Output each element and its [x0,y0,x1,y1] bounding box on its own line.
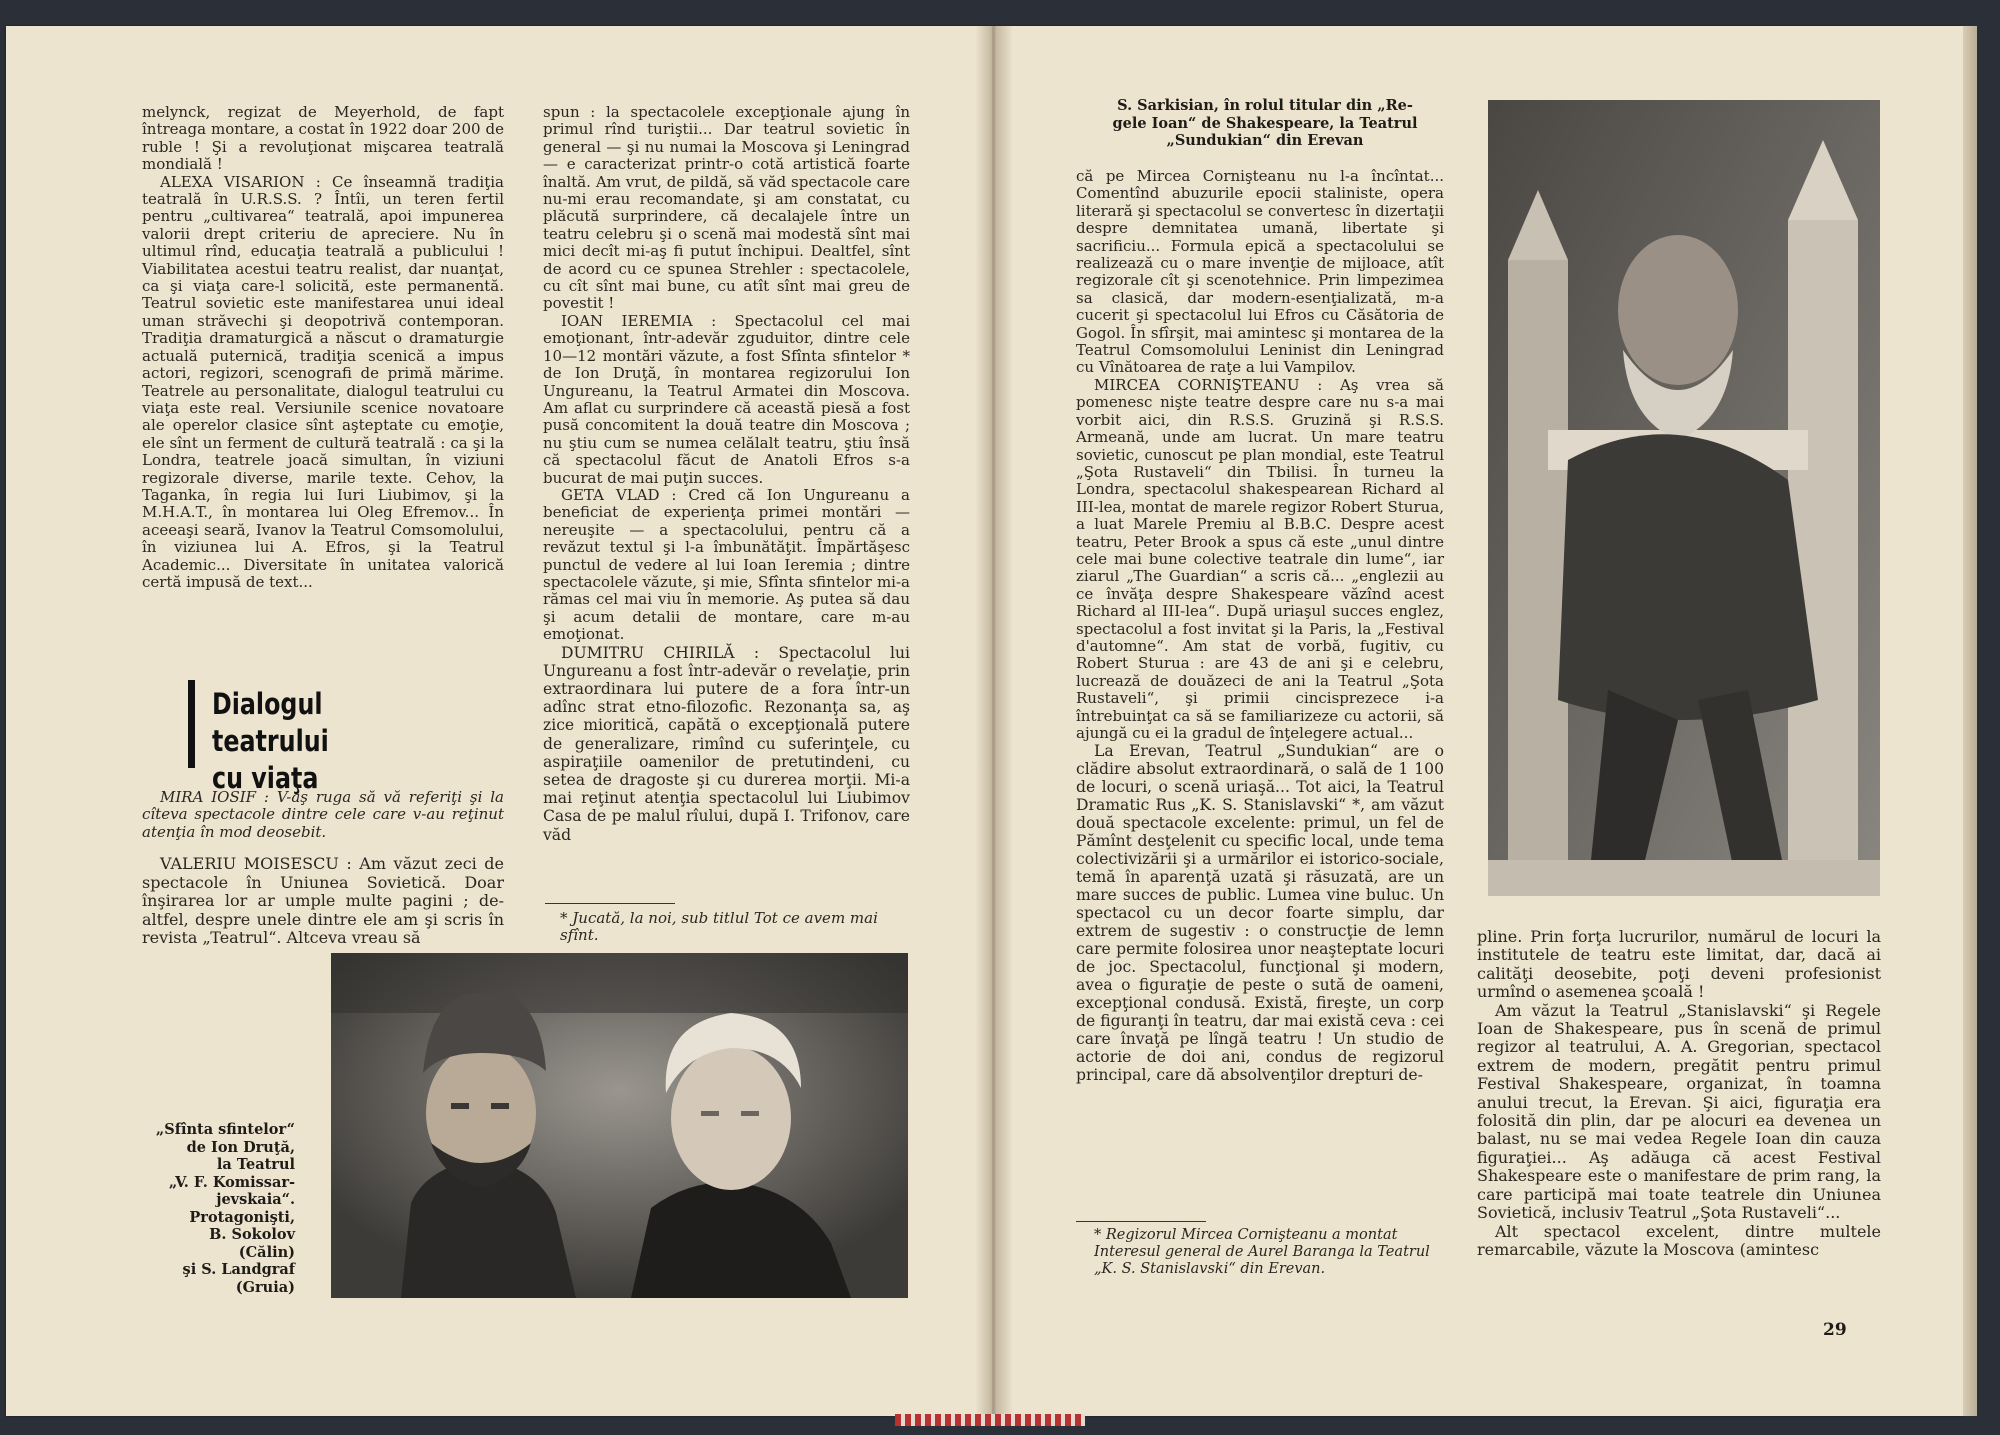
caption-line: (Gruia) [235,1278,295,1296]
left-col2 [543,104,910,844]
paragraph: pline. Prin forţa lucrurilor, numărul de locuri la institutele de teatru este limitat, dar, dacă ai calităţi deosebite, poţi deveni profesionist urmînd o asemenea şcoală ! [1477,927,1881,1002]
photo-sfinta-sfintelor [331,953,908,1298]
paragraph: ALEXA VISARION : Ce înseamnă tradiţia teatrală în U.R.S.S. ? Întîi, un teren fertil pentru „cultivarea“ teatrală, apoi impunerea valorii drept criteriu de apreciere. Nu în ultimul rînd, educaţia teatrală a publicului ! Viabilitatea acestui teatru realist, dar nuanţat, ca şi viaţa care-l solicită, este permanentă. Teatrul sovietic este manifestarea unui ideal uman străvechi şi deopotrivă contemporan. Tradiţia dramaturgică a născut o dramaturgie actuală puternică, tradiţia scenică a impus actori, regizori, scenografi de primă mărime. Teatrele au personalitate, dialogul teatrului cu viaţa este real. Versiunile scenice novatoare ale operelor clasice sînt aşteptate cu emoţie, ele sînt un ferment de cultură teatrală : ca şi la Londra, teatrele joacă simultan, în viziuni regizorale diverse, marile texte. Cehov, la Taganka, în regia lui Iuri Liubimov, şi la M.H.A.T., în montarea lui Oleg Efremov... În aceeaşi seară, Ivanov la Teatrul Comsomolului, în viziunea lui A. Efros, şi la Teatrul Academic... Diversitate în unitatea valorică certă impusă de text... [142,172,504,591]
paragraph: DUMITRU CHIRILĂ : Spectacolul lui Ungureanu a fost într-adevăr o revelaţie, prin extraordinara lui putere de a fora într-un adînc strat etno-filozofic. Rezonanţa sa, aş zice mioritică, capătă o excepţională putere de generalizare, rimînd cu suferinţele, cu aspiraţiile oamenilor de pretutindeni, cu setea de dragoste şi cu durerea morţii. Mi-a mai reţinut atenţia spectacolul lui Liubimov Casa de pe malul rîului, după I. Trifonov, care văd [543,643,910,844]
photo-caption-right [1085,97,1445,150]
paragraph: melynck, regizat de Meyerhold, de fapt întreaga montare, a costat în 1922 doar 200 de ruble ! Şi a revoluţionat mişcarea teatrală mondială ! [142,103,504,174]
caption-line: gele Ioan“ de Shakespeare, la Teatrul [1112,114,1418,132]
caption-line: „Sfînta sfintelor“ [155,1121,295,1138]
section-heading [188,680,408,795]
paragraph: că pe Mircea Cornişteanu nu l-a încîntat... Comentînd abuzurile epocii staliniste, opera literară şi spectacolul se convertesc în dizertaţii despre demnitatea umană, libertate şi sacrificiu... Formula epică a spectacolului se realizează cu o mare invenţie de mijloace, atît regizorale cît şi scenotehnice. Prin limpezimea sa clasică, dar modern-esenţializată, m-a cucerit şi spectacolul lui Efros cu Căsătoria de Gogol. În sfîrşit, mai amintesc şi montarea de la Teatrul Comsomolului Leninist din Leningrad cu Vînătoarea de raţe a lui Vampilov. [1076,167,1444,377]
two-actors-image [331,953,908,1298]
right-col1 [1076,168,1444,1084]
paragraph: GETA VLAD : Cred că Ion Ungureanu a beneficiat de experienţa primei montări — nereuşite — a spectacolului, pentru că a revăzut textul şi l-a îmbunătăţit. Împărtăşesc punctul de vedere al lui Ioan Ieremia ; dintre spectacolele văzute, şi mie, Sfînta sfintelor mi-a rămas cel mai viu în memorie. Aş putea să dau şi acum detalii de montare, care m-au emoţionat. [543,485,910,644]
footnote: * Regizorul Mircea Cornişteanu a montat Interesul general de Aurel Baranga la Teatrul „K. S. Stanislavski“ din Erevan. [1094,1227,1430,1277]
caption-line: de Ion Druţă, [186,1138,295,1156]
heading-line: Dialogul teatrului [212,687,329,758]
paragraph: La Erevan, Teatrul „Sundukian“ are o clădire absolut extraordinară, o sală de 1 100 de locuri, o scenă uriaşă... Tot aici, la Teatrul Dramatic Rus „K. S. Stanislavski“ *, am văzut două spectacole excelente: primul, un fel de Pămînt desţelenit cu specific local, unde tema colectivizării şi a urmărilor ei istorico-sociale, temă în aparenţă uzată şi răsuzată, are un mare succes de public. Lumea vine buluc. Un spectacol cu un decor foarte simplu, dar extrem de sugestiv : o construcţie de lemn care permite folosirea unor neaşteptate locuri de joc. Spectacolul, funcţional şi modern, avea o figuraţie de peste o sută de oameni, excepţional condusă. Există, fireşte, un corp de figuranţi în teatru, dar mai există ceva : cei care învaţă pe lîngă teatru ! Un studio de actorie de doi ani, condus de regizorul principal, care dă absolvenţilor drepturi de- [1076,742,1444,1085]
caption-line: la Teatrul [216,1156,295,1173]
paragraph: spun : la spectacolele excepţionale ajung în primul rînd turiştii... Dar teatrul sovietic în general — şi nu numai la Moscova şi Leningrad — e caracterizat printr-o cotă artistică foarte înaltă. Am vrut, de pildă, să văd spectacole care nu-mi erau recomandate, şi am constatat, cu plăcută surprindere, că decalajele între un teatru celebru şi o scenă mai modestă sînt mai mici decît mi-aş fi putut închipui. Dealtfel, sînt de acord cu ce spunea Strehler : spectacolele, cu cît sînt mai bune, cu atît sînt mai greu de povestit ! [543,103,910,313]
paragraph: IOAN IEREMIA : Spectacolul cel mai emoţionant, într-adevăr zguduitor, dintre cele 10—12 montări văzute, a fost Sfînta sfintelor * de Ion Druţă, în montarea regizorului Ion Ungureanu, la Teatrul Armatei din Moscova. Am aflat cu surprindere că această piesă a fost pusă concomitent la două teatre din Moscova ; nu ştiu cum se numea celălalt teatru, ştiu însă că spectacolul făcut de Anatoli Efros s-a bucurat de mai puţin succes. [543,311,910,487]
heading-line: cu viaţa [212,761,319,795]
footnote-rule [545,903,675,904]
caption-line: (Călin) [238,1243,295,1261]
paragraph: Am văzut la Teatrul „Stanislavski“ şi Regele Ioan de Shakespeare, pus în scenă de primul regizor al teatrului, A. A. Gregorian, spectacol extrem de modern, pregătit pentru primul Festival Shakespeare, organizat, în toamna anului trecut, la Erevan. Şi aici, figuraţia era folosită din plin, dar pe alocuri ea devenea un balast, nu se mai vedea Regele Ioan din cauza figuraţiei... Aş adăuga că acest Festival Shakespeare este o manifestare de prim rang, la care participă mai toate teatrele din Uniunea Sovietică, inclusiv Teatrul „Şota Rustaveli“... [1477,1000,1881,1223]
paragraph: MIRA IOSIF : V-aş ruga să vă referiţi şi la cîteva spectacole dintre cele care v-au reţinut atenţia în mod deosebit. [142,788,504,841]
heading-bar [188,680,195,768]
paragraph: VALERIU MOISESCU : Am văzut zeci de spectacole în Uniunea Sovietică. Doar înşirarea lor ar umple multe pagini ; de-altfel, despre unele dintre ele am şi scris în revista „Teatrul“. Altceva vreau să [142,854,504,948]
footnote-rule [1076,1221,1206,1222]
paragraph: MIRCEA CORNIŞTEANU : Aş vrea să pomenesc nişte teatre despre care nu s-a mai vorbit aici, din R.S.S. Gruzină şi R.S.S. Armeană, unde am lucrat. Un mare teatru sovietic, cunoscut pe plan mondial, este Teatrul „Şota Rustaveli“ din Tbilisi. În turneu la Londra, spectacolul shakespearean Richard al III-lea, montat de marele regizor Robert Sturua, a luat Marele Premiu al B.B.C. Despre acest teatru, Peter Brook a spus că este „unul dintre cele mai bune colective teatrale din lume“, iar ziarul „The Guardian“ a scris că... „englezii au ce învăţa despre Shakespeare văzînd acest Richard al III-lea“. După uriaşul succes englez, spectacolul a fost invitat şi la Paris, la „Festival d'automne“. Am stat de vorbă, fugitiv, cu Robert Sturua : are 43 de ani şi e celebru, lucrează de douăzeci de ani la Teatrul „Şota Rustaveli“, şi primii cincisprezece i-a întrebuinţat ca să se familiarizeze cu actorii, să ajungă cu ei la gradul de înţelegere actual... [1076,375,1444,742]
page-number: 29 [1823,1320,1847,1340]
left-col1-lower [142,789,504,948]
binding-headband [895,1414,1085,1426]
photo-regele-ioan [1488,100,1880,896]
page-edge [1963,26,1977,1416]
left-col1-upper [142,104,504,591]
heading-text [212,686,373,797]
caption-line: „Sundukian“ din Erevan [1166,132,1364,149]
king-john-image [1488,100,1880,896]
photo-caption-left [120,1121,295,1296]
caption-line: jevskaia“. [216,1191,295,1208]
caption-line: şi S. Landgraf [182,1261,295,1278]
paragraph: Alt spectacol excelent, dintre multele remarcabile, văzute la Moscova (amintesc [1477,1221,1881,1259]
footnote: * Jucată, la noi, sub titlul Tot ce avem mai sfînt. [560,909,878,944]
right-col2 [1477,928,1881,1259]
caption-line: S. Sarkisian, în rolul titular din „Re- [1117,97,1413,114]
caption-line: „V. F. Komissar- [168,1173,295,1191]
caption-line: B. Sokolov [209,1226,295,1243]
book-gutter [975,26,1013,1416]
caption-line: Protagonişti, [189,1208,295,1226]
